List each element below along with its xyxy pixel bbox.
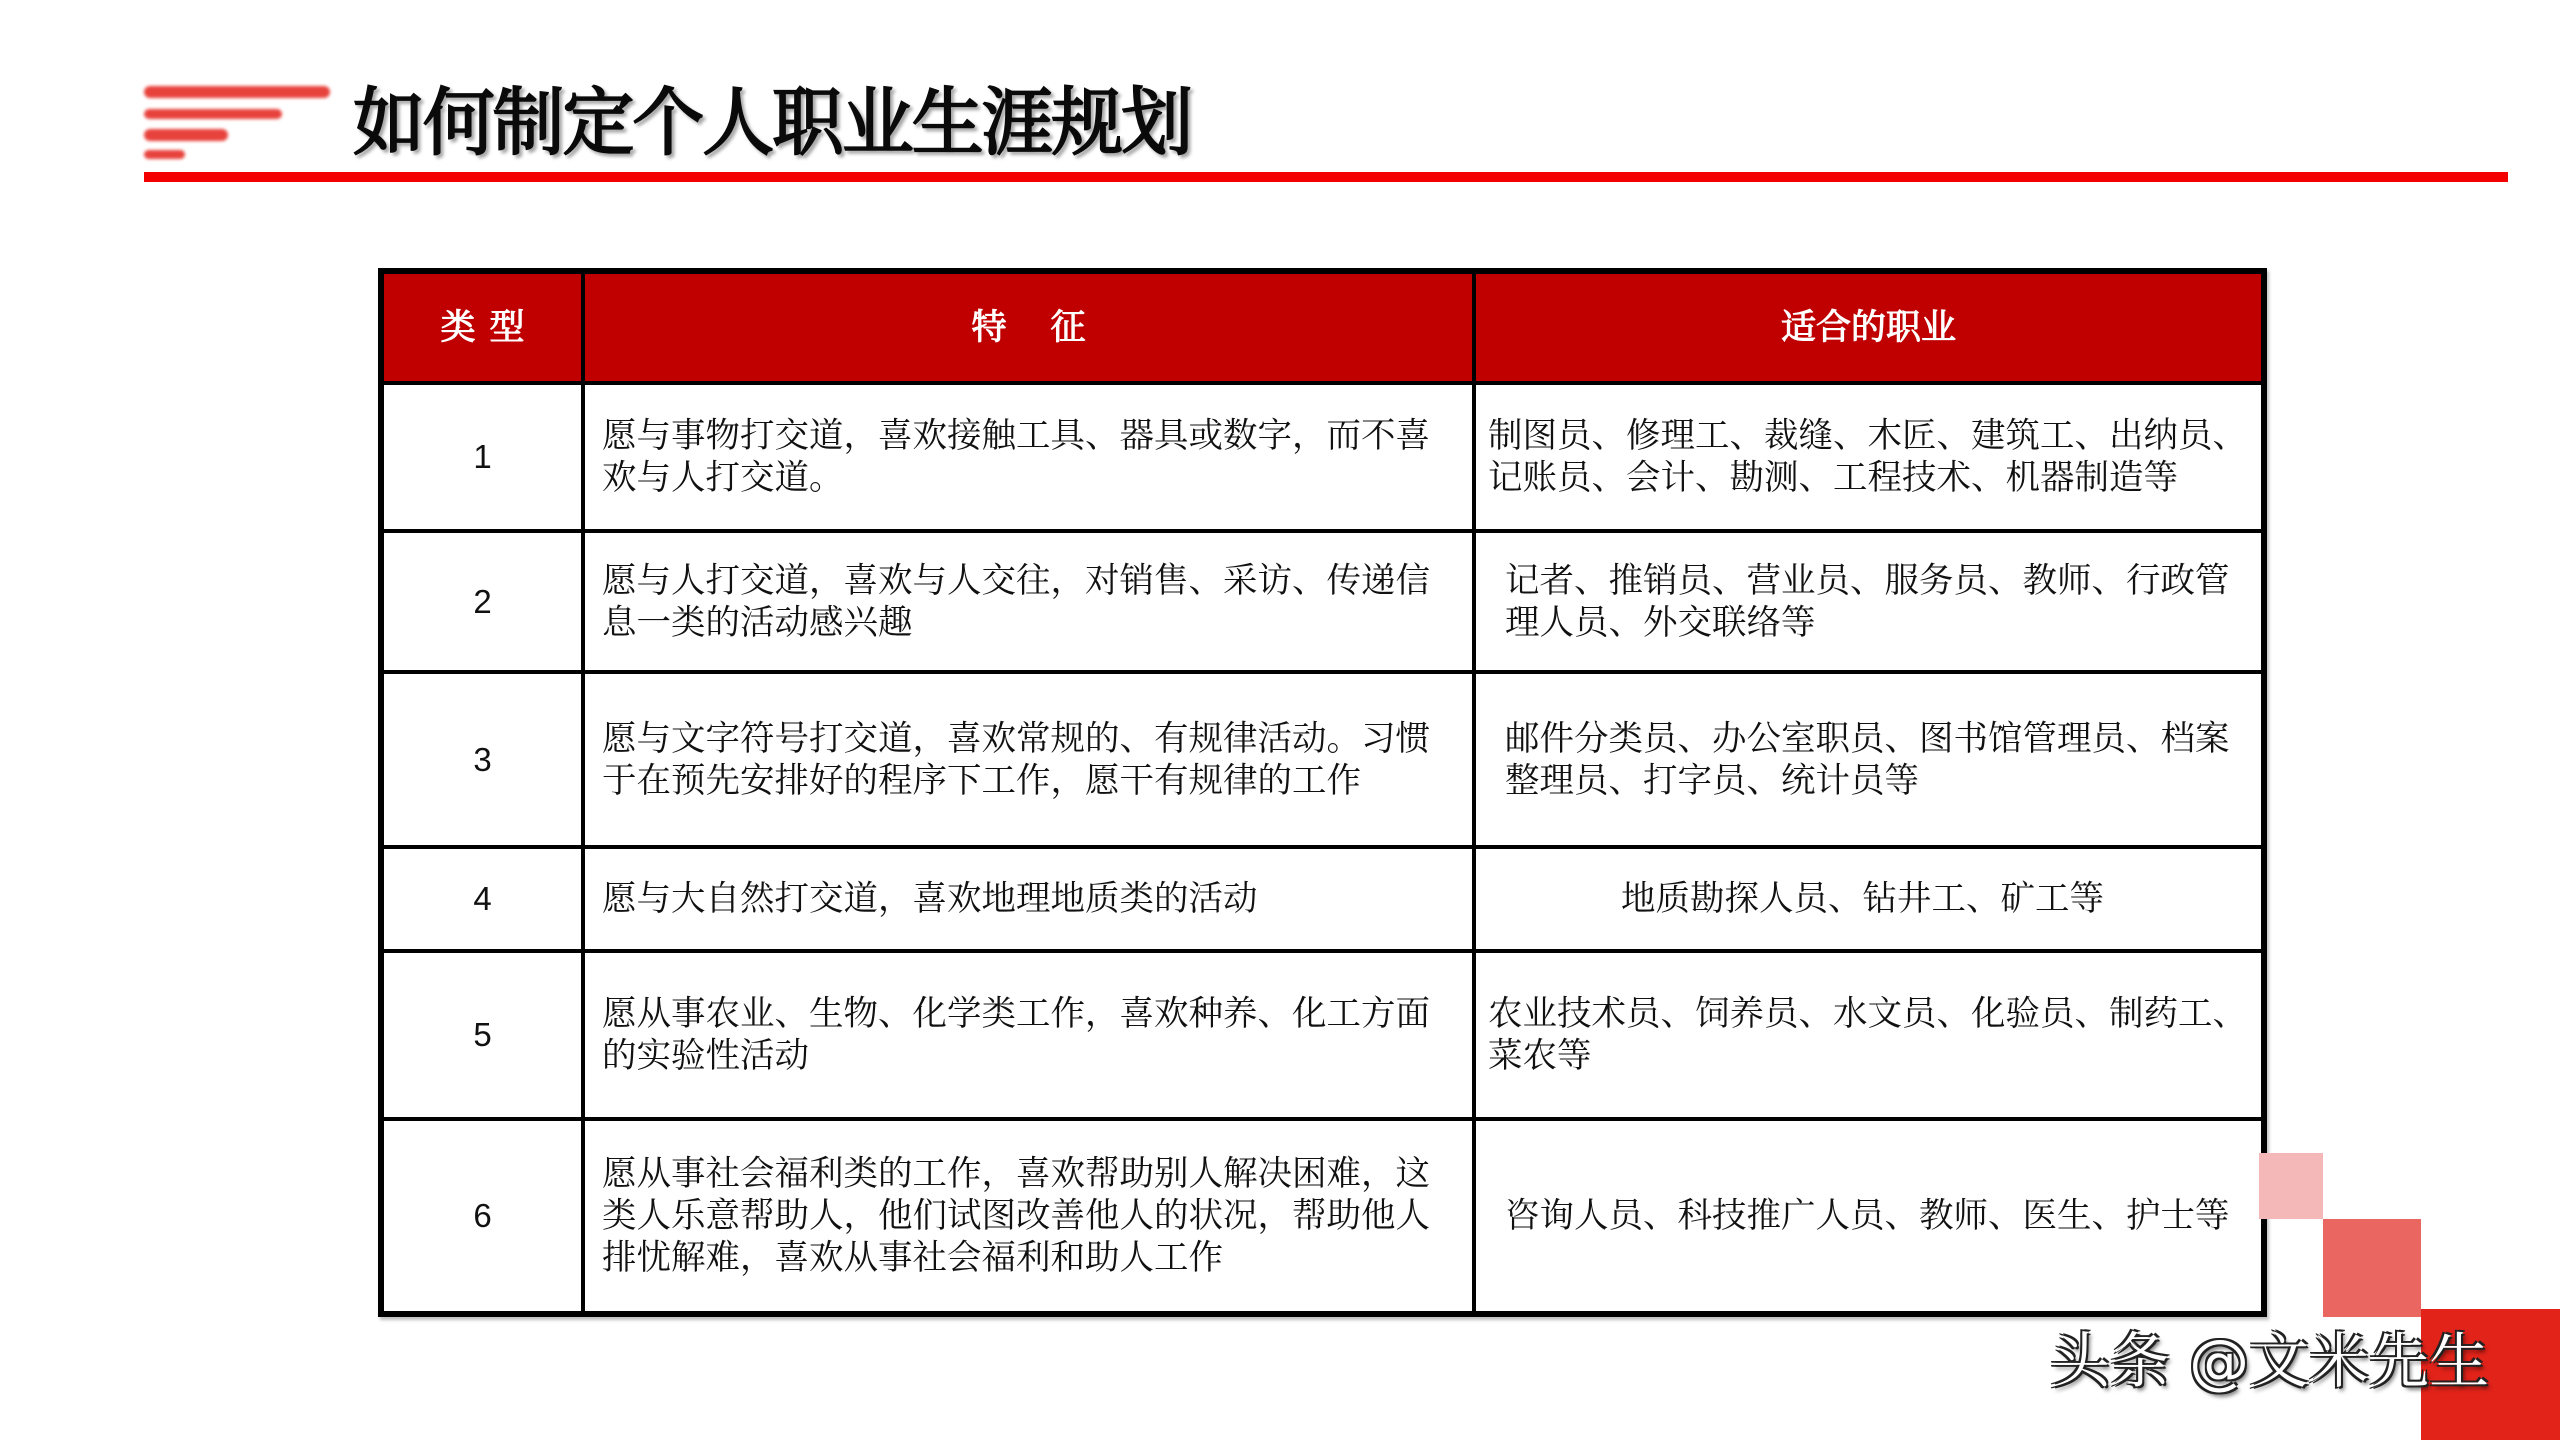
header-type-label: 类型 [440, 307, 539, 348]
traits-cell [585, 953, 1476, 1117]
career-type-table [378, 268, 2267, 1317]
careers-cell [1476, 385, 2261, 529]
watermark: 头条 @文米先生 [2050, 1327, 2490, 1397]
traits-cell [585, 1121, 1476, 1311]
header-traits [585, 274, 1476, 381]
careers-cell [1476, 953, 2261, 1117]
type-number: 3 [473, 740, 492, 778]
title-bar-3 [144, 129, 228, 141]
careers-text: 邮件分类员、办公室职员、图书馆管理员、档案整理员、打字员、统计员等 [1505, 718, 2230, 801]
title-underline [144, 172, 2508, 182]
traits-text: 愿与大自然打交道，喜欢地理地质类的活动 [602, 879, 1258, 919]
traits-cell [585, 533, 1476, 670]
traits-text: 愿与文字符号打交道，喜欢常规的、有规律活动。习惯于在预先安排好的程序下工作，愿干有规律的工作 [602, 718, 1430, 801]
type-cell [384, 953, 585, 1117]
careers-cell [1476, 849, 2261, 949]
careers-text: 制图员、修理工、裁缝、木匠、建筑工、出纳员、记账员、会计、勘测、工程技术、机器制造等 [1488, 416, 2247, 498]
deco-square-light [2259, 1153, 2323, 1219]
table-row [384, 533, 2261, 674]
type-cell [384, 674, 585, 845]
type-number: 4 [473, 880, 492, 917]
type-cell [384, 849, 585, 949]
table-row [384, 849, 2261, 953]
traits-cell [585, 674, 1476, 845]
type-number: 2 [473, 582, 492, 620]
table-row [384, 385, 2261, 533]
careers-text: 农业技术员、饲养员、水文员、化验员、制药工、菜农等 [1488, 994, 2247, 1076]
traits-text: 愿与人打交道，喜欢与人交往，对销售、采访、传递信息一类的活动感兴趣 [602, 560, 1430, 643]
type-number: 1 [473, 438, 492, 475]
type-cell [384, 1121, 585, 1311]
traits-text: 愿与事物打交道，喜欢接触工具、器具或数字，而不喜欢与人打交道。 [602, 416, 1430, 498]
type-number: 6 [473, 1197, 492, 1234]
careers-text: 地质勘探人员、钻井工、矿工等 [1621, 879, 2104, 919]
careers-cell [1476, 1121, 2261, 1311]
title-bar-1 [144, 86, 330, 98]
table-row [384, 1121, 2261, 1311]
title-bar-2 [144, 109, 282, 119]
table-row [384, 953, 2261, 1121]
careers-text: 咨询人员、科技推广人员、教师、医生、护士等 [1505, 1196, 2230, 1236]
type-cell [384, 533, 585, 670]
header-type [384, 274, 585, 381]
type-cell [384, 385, 585, 529]
traits-text: 愿从事社会福利类的工作，喜欢帮助别人解决困难，这类人乐意帮助人，他们试图改善他人的状况，帮助他人排忧解难，喜欢从事社会福利和助人工作 [602, 1154, 1430, 1278]
type-number: 5 [473, 1016, 492, 1053]
table-grid [384, 274, 2261, 1311]
header-traits-label: 特征 [971, 307, 1130, 348]
careers-cell [1476, 533, 2261, 670]
title-bar-4 [144, 150, 185, 159]
careers-cell [1476, 674, 2261, 845]
header-careers [1476, 274, 2261, 381]
careers-text: 记者、推销员、营业员、服务员、教师、行政管理人员、外交联络等 [1505, 560, 2230, 643]
traits-cell [585, 849, 1476, 949]
header-careers-label: 适合的职业 [1780, 307, 1956, 348]
deco-square-medium [2323, 1219, 2421, 1317]
page-title: 如何制定个人职业生涯规划 [353, 80, 1192, 166]
traits-cell [585, 385, 1476, 529]
table-header-row [384, 274, 2261, 385]
traits-text: 愿从事农业、生物、化学类工作，喜欢种养、化工方面的实验性活动 [602, 994, 1430, 1076]
table-row [384, 674, 2261, 849]
